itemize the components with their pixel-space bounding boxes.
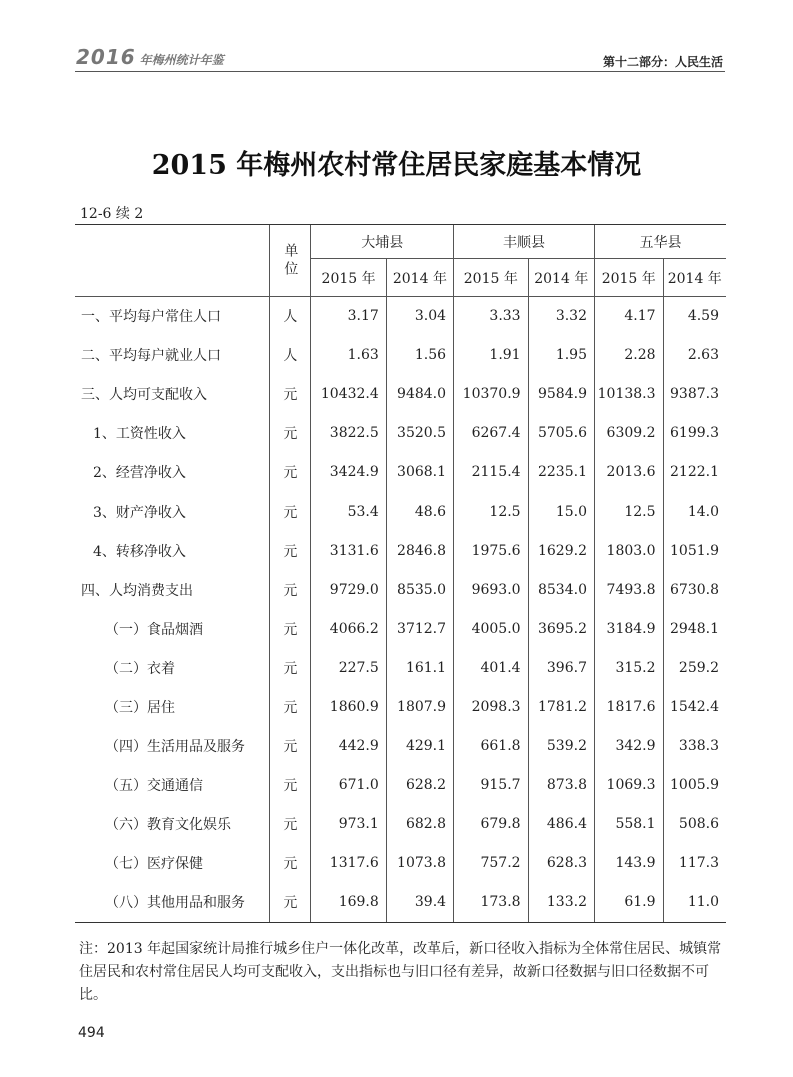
row-label: 3、财产净收入 — [93, 504, 186, 521]
value-cell: 682.8 — [386, 805, 453, 844]
row-label: （四）生活用品及服务 — [105, 739, 245, 756]
value-cell: 8534.0 — [528, 570, 594, 609]
item-header — [75, 225, 270, 297]
table-number: 12-6 续 2 — [80, 206, 144, 222]
value-cell: 39.4 — [386, 883, 453, 922]
value-cell: 2122.1 — [663, 453, 726, 492]
table-row — [75, 336, 726, 375]
value-cell: 9729.0 — [311, 570, 386, 609]
value-cell: 259.2 — [663, 648, 726, 687]
value-cell: 1.63 — [311, 336, 386, 375]
value-cell: 6199.3 — [663, 414, 726, 453]
table-row — [75, 453, 726, 492]
value-cell: 3712.7 — [386, 609, 453, 648]
value-cell: 486.4 — [528, 805, 594, 844]
value-cell: 3424.9 — [311, 453, 386, 492]
value-cell: 873.8 — [528, 766, 594, 805]
yearbook-header — [76, 45, 224, 69]
table-row — [75, 727, 726, 766]
value-cell: 1629.2 — [528, 531, 594, 570]
value-cell: 10370.9 — [454, 375, 529, 414]
value-cell: 539.2 — [528, 727, 594, 766]
data-table — [75, 224, 726, 923]
value-cell: 143.9 — [594, 844, 663, 883]
value-cell: 169.8 — [311, 883, 386, 922]
value-cell: 338.3 — [663, 727, 726, 766]
table-row — [75, 609, 726, 648]
value-cell: 401.4 — [454, 648, 529, 687]
year-header: 2015 年 — [311, 259, 386, 297]
value-cell: 6267.4 — [454, 414, 529, 453]
table-row — [75, 844, 726, 883]
value-cell: 2235.1 — [528, 453, 594, 492]
value-cell: 1.95 — [528, 336, 594, 375]
table-row — [75, 570, 726, 609]
row-label: 二、平均每户就业人口 — [81, 348, 221, 365]
value-cell: 5705.6 — [528, 414, 594, 453]
value-cell: 1542.4 — [663, 687, 726, 726]
yearbook-title: 年梅州统计年鉴 — [139, 53, 224, 67]
value-cell: 396.7 — [528, 648, 594, 687]
value-cell: 133.2 — [528, 883, 594, 922]
value-cell: 9693.0 — [454, 570, 529, 609]
row-unit: 元 — [270, 687, 311, 726]
year-header: 2015 年 — [594, 259, 663, 297]
row-unit: 元 — [270, 805, 311, 844]
row-label: 三、人均可支配收入 — [81, 387, 207, 404]
value-cell: 915.7 — [454, 766, 529, 805]
value-cell: 1860.9 — [311, 687, 386, 726]
value-cell: 8535.0 — [386, 570, 453, 609]
value-cell: 1817.6 — [594, 687, 663, 726]
table-body — [75, 297, 726, 923]
county-header-fengshun: 丰顺县 — [454, 225, 595, 259]
value-cell: 1781.2 — [528, 687, 594, 726]
row-unit: 元 — [270, 375, 311, 414]
value-cell: 3.33 — [454, 297, 529, 336]
value-cell: 2948.1 — [663, 609, 726, 648]
value-cell: 3131.6 — [311, 531, 386, 570]
county-header-dabu: 大埔县 — [311, 225, 454, 259]
value-cell: 3068.1 — [386, 453, 453, 492]
header-rule — [75, 71, 725, 72]
value-cell: 9484.0 — [386, 375, 453, 414]
row-unit: 元 — [270, 727, 311, 766]
value-cell: 4.17 — [594, 297, 663, 336]
value-cell: 61.9 — [594, 883, 663, 922]
row-label: （七）医疗保健 — [105, 856, 203, 873]
row-label: （二）衣着 — [105, 660, 175, 677]
value-cell: 3.17 — [311, 297, 386, 336]
row-unit: 元 — [270, 766, 311, 805]
value-cell: 48.6 — [386, 492, 453, 531]
value-cell: 671.0 — [311, 766, 386, 805]
value-cell: 442.9 — [311, 727, 386, 766]
row-label: （五）交通通信 — [105, 778, 203, 795]
value-cell: 679.8 — [454, 805, 529, 844]
row-unit: 元 — [270, 844, 311, 883]
table-row — [75, 375, 726, 414]
row-unit: 人 — [270, 297, 311, 336]
value-cell: 558.1 — [594, 805, 663, 844]
row-unit: 人 — [270, 336, 311, 375]
row-unit: 元 — [270, 531, 311, 570]
value-cell: 9584.9 — [528, 375, 594, 414]
value-cell: 429.1 — [386, 727, 453, 766]
yearbook-year: 2016 — [76, 45, 136, 69]
value-cell: 1807.9 — [386, 687, 453, 726]
row-unit: 元 — [270, 570, 311, 609]
value-cell: 2013.6 — [594, 453, 663, 492]
row-label: （三）居住 — [105, 699, 175, 716]
value-cell: 757.2 — [454, 844, 529, 883]
value-cell: 3184.9 — [594, 609, 663, 648]
table-row — [75, 766, 726, 805]
value-cell: 53.4 — [311, 492, 386, 531]
value-cell: 628.2 — [386, 766, 453, 805]
value-cell: 9387.3 — [663, 375, 726, 414]
value-cell: 4066.2 — [311, 609, 386, 648]
value-cell: 973.1 — [311, 805, 386, 844]
value-cell: 1073.8 — [386, 844, 453, 883]
row-unit: 元 — [270, 453, 311, 492]
value-cell: 4.59 — [663, 297, 726, 336]
value-cell: 1803.0 — [594, 531, 663, 570]
value-cell: 3.32 — [528, 297, 594, 336]
value-cell: 3520.5 — [386, 414, 453, 453]
value-cell: 628.3 — [528, 844, 594, 883]
value-cell: 11.0 — [663, 883, 726, 922]
footnote: 注：2013 年起国家统计局推行城乡住户一体化改革，改革后，新口径收入指标为全体常住居民、城镇常住居民和农村常住居民人均可支配收入，支出指标也与旧口径有差异，故新口径数据与旧口径数据不可比。 — [79, 941, 722, 1003]
value-cell: 1051.9 — [663, 531, 726, 570]
value-cell: 6730.8 — [663, 570, 726, 609]
county-header-wuhua: 五华县 — [594, 225, 726, 259]
value-cell: 1.56 — [386, 336, 453, 375]
row-label: 4、转移净收入 — [93, 543, 186, 560]
table-row — [75, 648, 726, 687]
row-label: 2、经营净收入 — [93, 465, 186, 482]
value-cell: 2115.4 — [454, 453, 529, 492]
year-header: 2014 年 — [386, 259, 453, 297]
value-cell: 3822.5 — [311, 414, 386, 453]
table-row — [75, 492, 726, 531]
table-row — [75, 805, 726, 844]
value-cell: 3695.2 — [528, 609, 594, 648]
value-cell: 342.9 — [594, 727, 663, 766]
value-cell: 173.8 — [454, 883, 529, 922]
value-cell: 10432.4 — [311, 375, 386, 414]
section-label: 第十二部分：人民生活 — [602, 55, 723, 69]
value-cell: 227.5 — [311, 648, 386, 687]
row-label: （一）食品烟酒 — [105, 621, 203, 638]
value-cell: 14.0 — [663, 492, 726, 531]
value-cell: 1.91 — [454, 336, 529, 375]
row-label: 一、平均每户常住人口 — [81, 309, 221, 326]
year-header: 2014 年 — [528, 259, 594, 297]
row-unit: 元 — [270, 648, 311, 687]
table-row — [75, 883, 726, 922]
value-cell: 6309.2 — [594, 414, 663, 453]
table-row — [75, 531, 726, 570]
value-cell: 315.2 — [594, 648, 663, 687]
page-number: 494 — [78, 1025, 105, 1041]
value-cell: 12.5 — [454, 492, 529, 531]
value-cell: 2846.8 — [386, 531, 453, 570]
value-cell: 508.6 — [663, 805, 726, 844]
row-unit: 元 — [270, 414, 311, 453]
page-title: 2015 年梅州农村常住居民家庭基本情况 — [151, 150, 642, 181]
value-cell: 2.63 — [663, 336, 726, 375]
value-cell: 4005.0 — [454, 609, 529, 648]
value-cell: 1005.9 — [663, 766, 726, 805]
unit-header: 单位 — [270, 225, 311, 297]
row-unit: 元 — [270, 609, 311, 648]
value-cell: 3.04 — [386, 297, 453, 336]
row-unit: 元 — [270, 492, 311, 531]
value-cell: 161.1 — [386, 648, 453, 687]
row-label: （八）其他用品和服务 — [75, 883, 270, 922]
table-row — [75, 297, 726, 336]
row-label: 1、工资性收入 — [93, 426, 186, 443]
value-cell: 2.28 — [594, 336, 663, 375]
row-label: （六）教育文化娱乐 — [105, 817, 231, 834]
value-cell: 1069.3 — [594, 766, 663, 805]
value-cell: 661.8 — [454, 727, 529, 766]
value-cell: 15.0 — [528, 492, 594, 531]
year-header: 2015 年 — [454, 259, 529, 297]
value-cell: 1975.6 — [454, 531, 529, 570]
row-label: 四、人均消费支出 — [81, 582, 193, 599]
table-row — [75, 687, 726, 726]
year-header: 2014 年 — [663, 259, 726, 297]
value-cell: 12.5 — [594, 492, 663, 531]
value-cell: 7493.8 — [594, 570, 663, 609]
table-row — [75, 414, 726, 453]
value-cell: 2098.3 — [454, 687, 529, 726]
row-unit: 元 — [270, 883, 311, 922]
value-cell: 117.3 — [663, 844, 726, 883]
value-cell: 10138.3 — [594, 375, 663, 414]
value-cell: 1317.6 — [311, 844, 386, 883]
